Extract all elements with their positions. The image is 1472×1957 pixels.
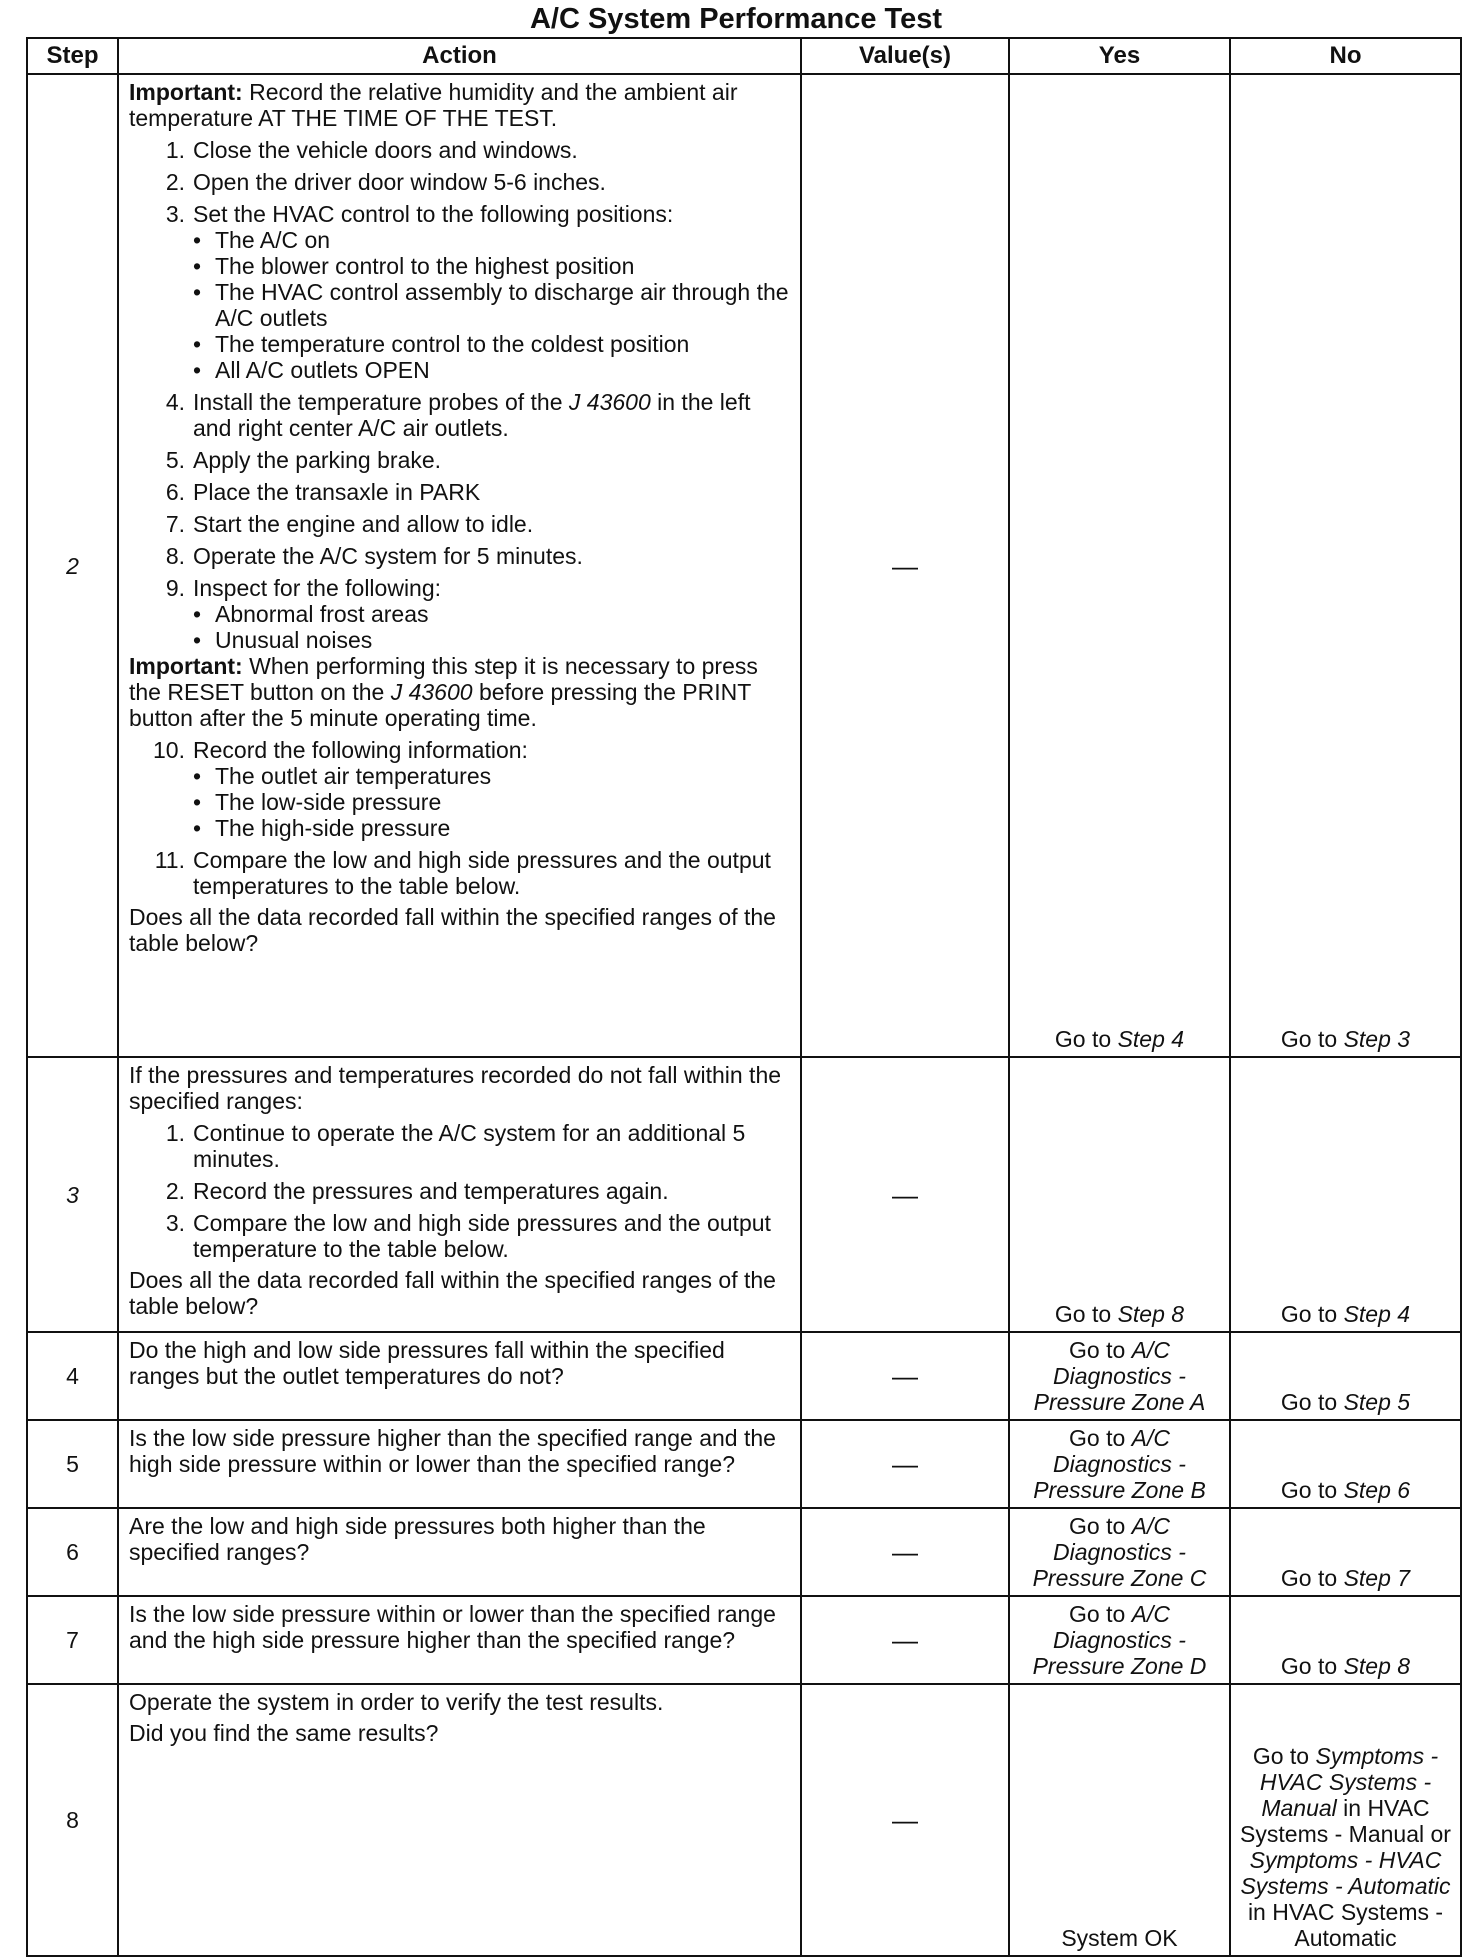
header-yes: Yes bbox=[1009, 38, 1230, 74]
list-item: 1. Continue to operate the A/C system for an additional 5 minutes. bbox=[165, 1120, 746, 1172]
step-number: 2 bbox=[27, 74, 118, 1057]
table-row-step-5 bbox=[27, 1420, 1461, 1508]
yes-cell: System OK bbox=[1009, 1684, 1230, 1956]
intro-text: If the pressures and temperatures recorded do not fall within the specified ranges: bbox=[129, 1062, 782, 1114]
bullet-item: • All A/C outlets OPEN bbox=[193, 357, 430, 383]
bullet-item: • The temperature control to the coldest position bbox=[193, 331, 690, 357]
symptoms-manual-link[interactable]: Symptoms - HVAC Systems - Manual bbox=[1259, 1743, 1439, 1821]
action-cell bbox=[118, 74, 801, 1057]
value-cell: — bbox=[801, 1057, 1009, 1332]
diagnostic-table bbox=[26, 37, 1462, 1957]
list-item: 4. Install the temperature probes of the J 43600 in the left and right center A/C air outlets. bbox=[165, 389, 751, 441]
yes-step-link[interactable]: Step 4 bbox=[1117, 1026, 1185, 1052]
bullet-item: • Abnormal frost areas bbox=[193, 601, 429, 627]
no-step-link[interactable]: Step 5 bbox=[1343, 1389, 1411, 1415]
value-cell: — bbox=[801, 1508, 1009, 1596]
table-row-step-3 bbox=[27, 1057, 1461, 1332]
header-action: Action bbox=[118, 38, 801, 74]
table-row-step-6 bbox=[27, 1508, 1461, 1596]
list-item: 10. Record the following information: bbox=[153, 737, 528, 763]
header-values: Value(s) bbox=[801, 38, 1009, 74]
table-row-step-8 bbox=[27, 1684, 1461, 1956]
no-step-link[interactable]: Step 8 bbox=[1343, 1653, 1411, 1679]
list-item: 8. Operate the A/C system for 5 minutes. bbox=[165, 543, 583, 569]
no-step-link[interactable]: Step 6 bbox=[1343, 1477, 1411, 1503]
question: Does all the data recorded fall within the specified ranges of the table below? bbox=[129, 1267, 776, 1319]
yes-cell[interactable]: Go to A/C Diagnostics - Pressure Zone D bbox=[1009, 1596, 1230, 1684]
list-item: 1. Close the vehicle doors and windows. bbox=[165, 137, 578, 163]
step-number: 8 bbox=[27, 1684, 118, 1956]
yes-cell[interactable]: Go to A/C Diagnostics - Pressure Zone B bbox=[1009, 1420, 1230, 1508]
no-step-link[interactable]: Step 4 bbox=[1343, 1301, 1411, 1327]
step-number: 4 bbox=[27, 1332, 118, 1420]
no-cell[interactable]: Go to Symptoms - HVAC Systems - Manual in HVAC Systems - Manual or Symptoms - HVAC Systems - Automatic in HVAC Systems - Automatic bbox=[1230, 1684, 1461, 1956]
list-item: 2. Record the pressures and temperatures again. bbox=[165, 1178, 669, 1204]
bullet-item: • The blower control to the highest position bbox=[193, 253, 635, 279]
step-number: 3 bbox=[27, 1057, 118, 1332]
yes-cell: Go to Step 8 bbox=[1009, 1057, 1230, 1332]
list-item: 7. Start the engine and allow to idle. bbox=[165, 511, 534, 537]
list-item: 2. Open the driver door window 5-6 inches. bbox=[165, 169, 606, 195]
question: Did you find the same results? bbox=[129, 1720, 439, 1746]
no-cell: Go to Step 8 bbox=[1230, 1596, 1461, 1684]
value-cell: — bbox=[801, 1684, 1009, 1956]
no-cell: Go to Step 5 bbox=[1230, 1332, 1461, 1420]
list-item: 3. Compare the low and high side pressures and the output temperature to the table below. bbox=[165, 1210, 771, 1262]
yes-step-link[interactable]: Step 8 bbox=[1117, 1301, 1185, 1327]
list-item: 9. Inspect for the following: bbox=[165, 575, 442, 601]
table-row-step-4 bbox=[27, 1332, 1461, 1420]
list-item: 5. Apply the parking brake. bbox=[165, 447, 442, 473]
table-row-step-7 bbox=[27, 1596, 1461, 1684]
yes-cell[interactable]: Go to A/C Diagnostics - Pressure Zone A bbox=[1009, 1332, 1230, 1420]
header-step: Step bbox=[27, 38, 118, 74]
list-item: 6. Place the transaxle in PARK bbox=[165, 479, 481, 505]
header-no: No bbox=[1230, 38, 1461, 74]
value-cell: — bbox=[801, 1420, 1009, 1508]
value-cell: — bbox=[801, 74, 1009, 1057]
bullet-item: • The A/C on bbox=[193, 227, 331, 253]
yes-cell[interactable]: Go to A/C Diagnostics - Pressure Zone C bbox=[1009, 1508, 1230, 1596]
no-cell: Go to Step 7 bbox=[1230, 1508, 1461, 1596]
bullet-item: • The HVAC control assembly to discharge air through the A/C outlets bbox=[193, 279, 789, 331]
value-cell: — bbox=[801, 1596, 1009, 1684]
action-cell: Is the low side pressure higher than the specified range and the high side pressure within or lower than the specified range? bbox=[118, 1420, 801, 1508]
list-item: 3. Set the HVAC control to the following positions: bbox=[165, 201, 674, 227]
bullet-item: • The outlet air temperatures bbox=[193, 763, 492, 789]
action-cell: Is the low side pressure within or lower than the specified range and the high side pressure higher than the specified range? bbox=[118, 1596, 801, 1684]
no-step-link[interactable]: Step 3 bbox=[1343, 1026, 1411, 1052]
page-title: A/C System Performance Test bbox=[529, 3, 943, 35]
no-step-link[interactable]: Step 7 bbox=[1343, 1565, 1411, 1591]
no-cell: Go to Step 6 bbox=[1230, 1420, 1461, 1508]
no-cell: Go to Step 3 bbox=[1230, 74, 1461, 1057]
symptoms-automatic-link[interactable]: Symptoms - HVAC Systems - Automatic bbox=[1240, 1847, 1451, 1899]
no-cell: Go to Step 4 bbox=[1230, 1057, 1461, 1332]
important-note: Important: Record the relative humidity and the ambient air temperature AT THE TIME OF THE TEST. bbox=[129, 79, 738, 131]
bullet-item: • Unusual noises bbox=[193, 627, 373, 653]
yes-cell: Go to Step 4 bbox=[1009, 74, 1230, 1057]
step-number: 6 bbox=[27, 1508, 118, 1596]
important-note: Important: When performing this step it is necessary to press the RESET button on the J 43600 before pressing the PRINT button after the 5 minute operating time. bbox=[129, 653, 758, 731]
action-cell bbox=[118, 1684, 801, 1956]
action-cell: Do the high and low side pressures fall within the specified ranges but the outlet temperatures do not? bbox=[118, 1332, 801, 1420]
list-item: 11. Compare the low and high side pressures and the output temperatures to the table below. bbox=[154, 847, 771, 899]
question: Does all the data recorded fall within the specified ranges of the table below? bbox=[129, 904, 776, 956]
action-cell: Are the low and high side pressures both higher than the specified ranges? bbox=[118, 1508, 801, 1596]
step-number: 7 bbox=[27, 1596, 118, 1684]
step-number: 5 bbox=[27, 1420, 118, 1508]
header-row bbox=[27, 38, 1461, 74]
bullet-item: • The low-side pressure bbox=[193, 789, 442, 815]
action-cell bbox=[118, 1057, 801, 1332]
bullet-item: • The high-side pressure bbox=[193, 815, 451, 841]
action-line: Operate the system in order to verify the test results. bbox=[129, 1689, 664, 1715]
value-cell: — bbox=[801, 1332, 1009, 1420]
table-row-step-2 bbox=[27, 74, 1461, 1057]
